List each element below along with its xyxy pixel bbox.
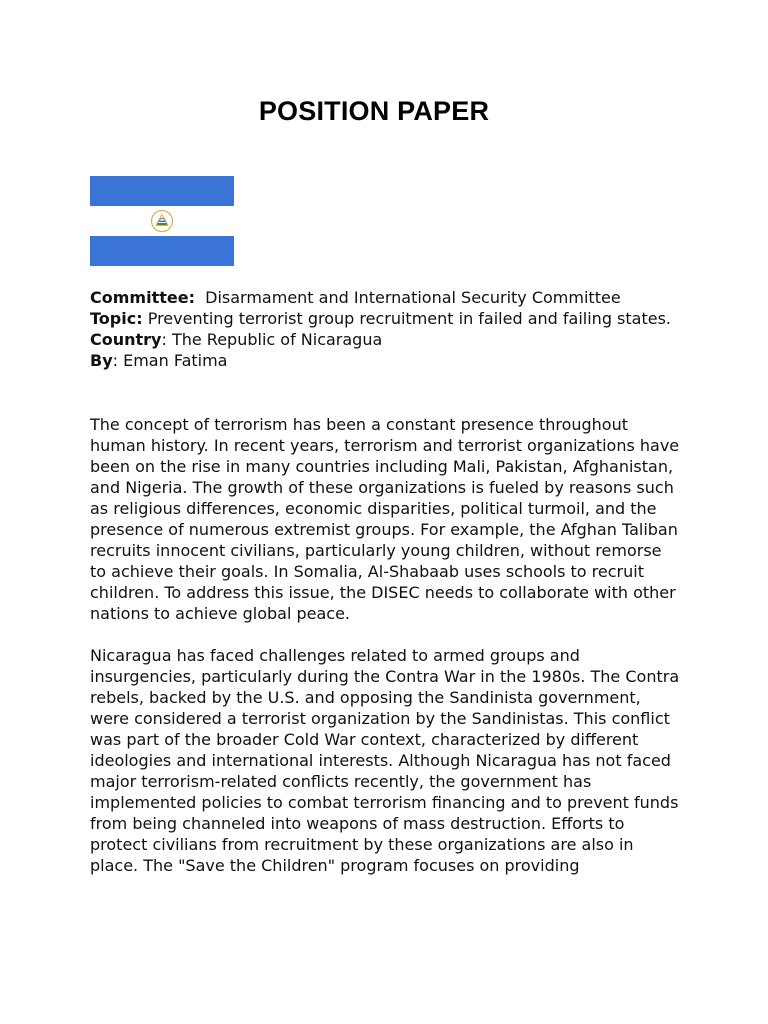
paper-metadata (90, 287, 680, 371)
committee-value: Disarmament and International Security Committee (194, 288, 621, 307)
author-value: : Eman Fatima (112, 351, 228, 370)
paragraph-nicaragua: Nicaragua has faced challenges related to armed groups and insurgencies, particularly during the Contra War in the 1980s. The Contra rebels, backed by the U.S. and opposing the Sandinista government, were considered a terrorist organization by the Sandinistas. This conflict was part of the broader Cold War context, characterized by different ideologies and international interests. Although Nicaragua has not faced major terrorism-related conflicts recently, the government has implemented policies to combat terrorism financing and to prevent funds from being channeled into weapons of mass destruction. Efforts to protect civilians from recruitment by these organizations are also in place. The "Save the Children" program focuses on providing (90, 646, 680, 875)
committee-separator: : (188, 288, 195, 307)
flag-band-top (90, 176, 234, 206)
country-row (90, 329, 680, 350)
paper-body (90, 414, 680, 897)
topic-value: Preventing terrorist group recruitment in failed and failing states. (142, 309, 672, 328)
paragraph-intro: The concept of terrorism has been a constant presence throughout human history. In recent years, terrorism and terrorist organizations have been on the rise in many countries including Mali, Pakistan, Afghanistan, and Nigeria. The growth of these organizations is fueled by reasons such as religious differences, economic disparities, political turmoil, and the presence of numerous extremist groups. For example, the Afghan Taliban recruits innocent civilians, particularly young children, without remorse to achieve their goals. In Somalia, Al-Shabaab uses schools to recruit children. To address this issue, the DISEC needs to collaborate with other nations to achieve global peace. (90, 415, 680, 623)
topic-label: Topic: (90, 309, 143, 328)
nicaragua-flag-icon (90, 176, 234, 266)
flag-band-bottom (90, 236, 234, 266)
committee-label: Committee (90, 288, 189, 307)
committee-row (90, 287, 680, 308)
flag-emblem-icon (150, 209, 174, 233)
author-row (90, 350, 680, 371)
country-label: Country (90, 330, 162, 349)
page-title: POSITION PAPER (258, 96, 490, 126)
author-label: By (90, 351, 113, 370)
country-value: : The Republic of Nicaragua (161, 330, 383, 349)
topic-row (90, 308, 680, 329)
